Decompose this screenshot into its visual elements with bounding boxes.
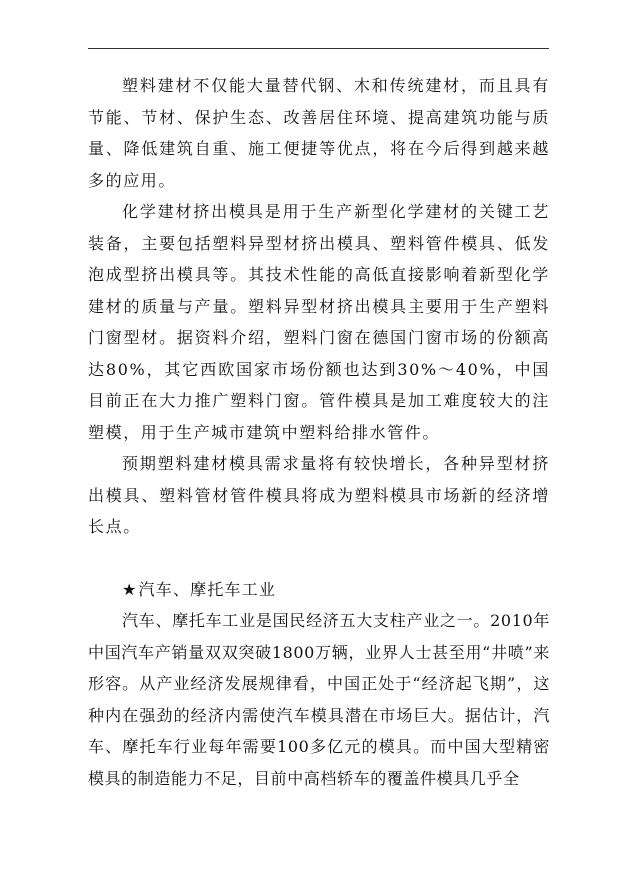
section-spacer	[88, 543, 550, 574]
paragraph-demand-forecast: 预期塑料建材模具需求量将有较快增长，各种异型材挤出模具、塑料管材管件模具将成为塑料模具市场新的经济增长点。	[88, 454, 550, 536]
paragraph-building-materials: 塑料建材不仅能大量替代钢、木和传统建材，而且具有节能、节材、保护生态、改善居住环境、提高建筑功能与质量、降低建筑自重、施工便捷等优点，将在今后得到越来越多的应用。	[88, 76, 550, 190]
document-body	[88, 70, 550, 794]
section-heading	[88, 574, 550, 606]
section-title: 汽车、摩托车工业	[138, 579, 277, 599]
paragraph-extrusion-dies: 化学建材挤出模具是用于生产新型化学建材的关键工艺装备，主要包括塑料异型材挤出模具、塑料管件模具、低发泡成型挤出模具等。其技术性能的高低直接影响着新型化学建材的质量与产量。塑料异型材挤出模具主要用于生产塑料门窗型材。据资料介绍，塑料门窗在德国门窗市场的份额高达80%，其它西欧国家市场份额也达到30%～40%，中国目前正在大力推广塑料门窗。管件模具是加工难度较大的注塑模，用于生产城市建筑中塑料给排水管件。	[88, 202, 550, 442]
header-rule	[88, 48, 549, 49]
star-icon: ★	[122, 579, 138, 599]
paragraph-automotive-industry: 汽车、摩托车工业是国民经济五大支柱产业之一。2010年中国汽车产销量双双突破1800万辆，业界人士甚至用“井喷”来形容。从产业经济发展规律看，中国正处于“经济起飞期”，这种内在强劲的经济内需使汽车模具潜在市场巨大。据估计，汽车、摩托车行业每年需要100多亿元的模具。而中国大型精密模具的制造能力不足，目前中高档轿车的覆盖件模具几乎全	[88, 611, 550, 788]
